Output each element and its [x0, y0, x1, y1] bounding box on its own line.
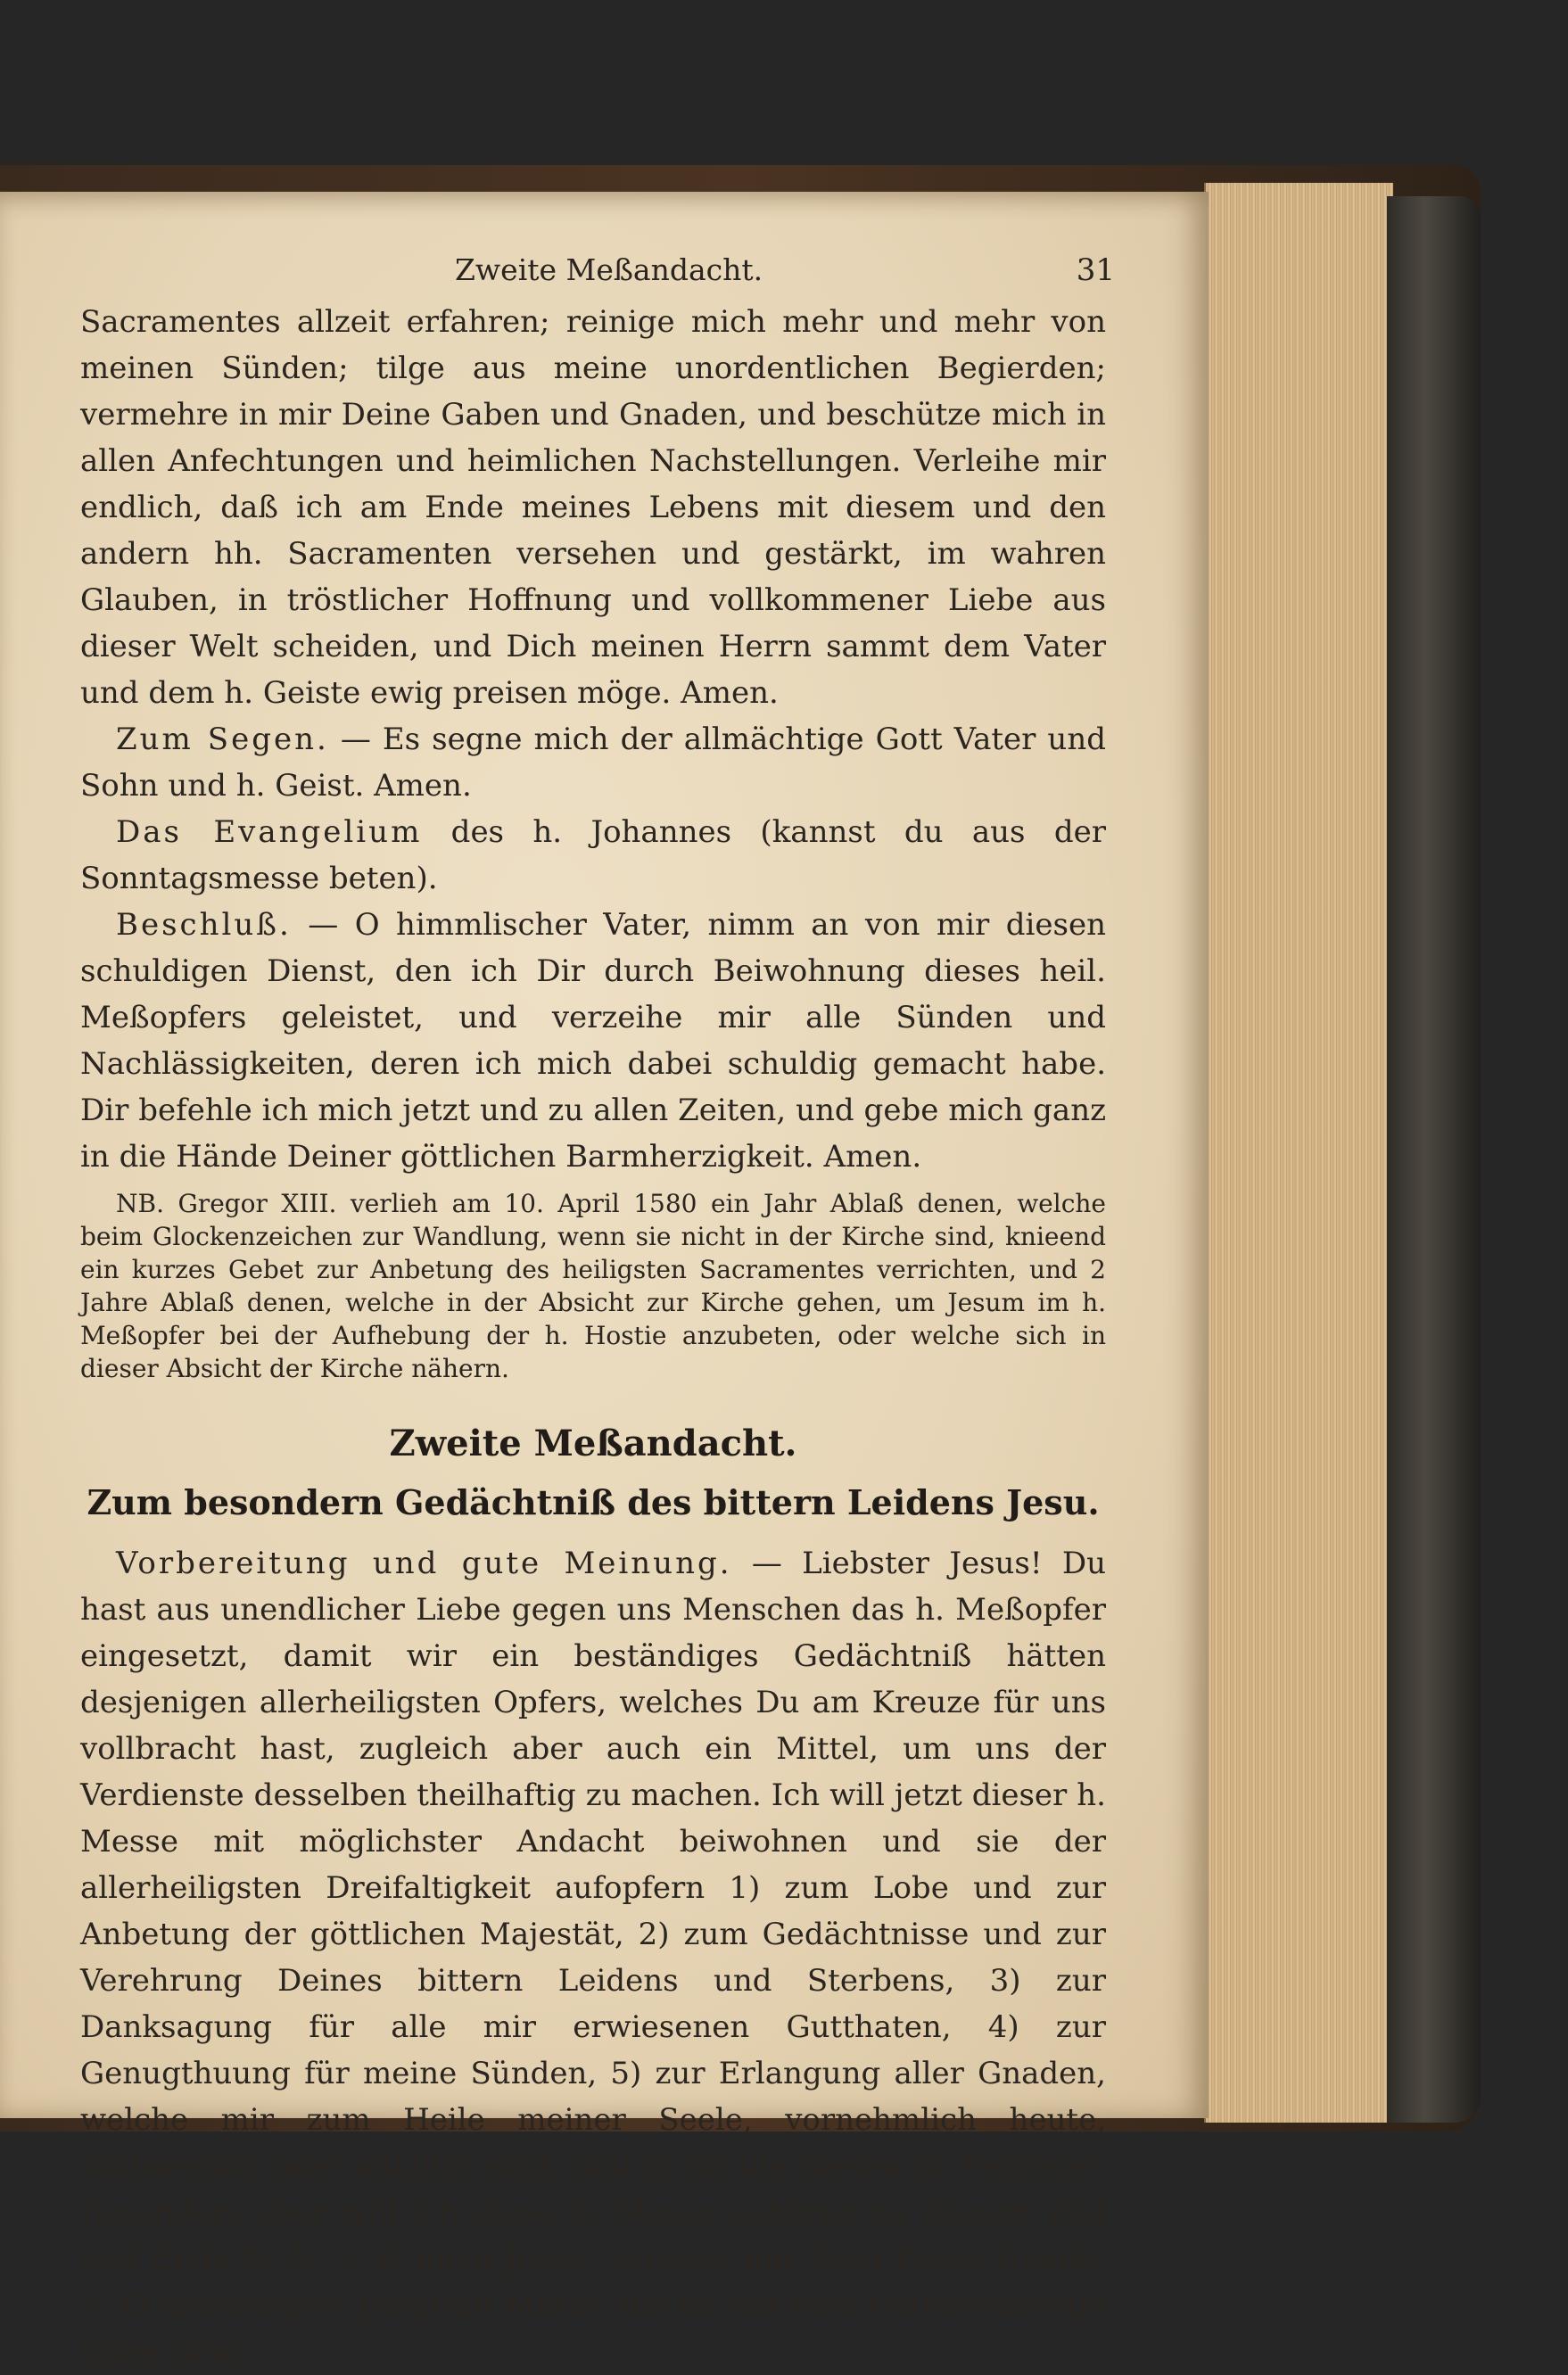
section-title: Zweite Meßandacht. — [389, 1423, 797, 1464]
footnote-nb: NB. Gregor XIII. verlieh am 10. April 1580 ein Jahr Ablaß denen, welche beim Glockenzeichen zur Wandlung, wenn sie nicht in der Kirche sind, knieend ein kurzes Gebet zur Anbetung des heiligsten Sacramentes verrichten, und 2 Jahre Ablaß denen, welche in der Absicht zur Kirche gehen, um Jesum im h. Meßopfer bei der Aufhebung der h. Hostie anzubeten, oder welche sich in dieser Absicht der Kirche nähern. — [80, 1189, 1106, 1383]
page-edges — [1204, 183, 1393, 2123]
paragraph-body: — Liebster Jesus! Du hast aus unendlicher Liebe gegen uns Menschen das h. Meßopfer eingesetzt, damit wir ein beständiges Gedächtniß hätten desjenigen allerheiligsten Opfers, welches Du am Kreuze für uns vollbracht hast, zugleich aber auch ein Mittel, um uns der Verdienste desselben theilhaftig zu machen. Ich will jetzt dieser h. Messe mit möglichster Andacht beiwohnen und sie der allerheiligsten Dreifaltigkeit aufopfern 1) zum Lobe und zur Anbetung der göttlichen Majestät, 2) zum Gedächtnisse und zur Verehrung Deines bittern Leidens und Sterbens, 3) zur Danksagung für alle mir erwiesenen Gutthaten, 4) zur Genugthuung für meine Sünden, 5) zur Erlangung aller Gnaden, welche mir zum Heile meiner Seele, vornehmlich heute, nothwendig oder nützlich sind, und 6) für die Seelen im Fegfeuer. Besonders aber will ich diese h. Messe anhören zu diesem Ziel und Ende N. N. — O mein Jesus, verleihe mir dazu Deine Gnade. — O allerseligste Jungfrau Maria! die du auf dem Calvarienberge unter dem — [80, 1546, 1107, 2370]
paragraph-heading: Beschluß. — [116, 907, 292, 943]
paragraph-heading: Das Evangelium — [116, 814, 423, 850]
paragraph-body: — O himmlischer Vater, nimm an von mir diesen schuldigen Dienst, den ich Dir durch Beiwohnung dieses heil. Meßopfers geleistet, und verzeihe mir alle Sünden und Nachlässigkeiten, deren ich mich dabei schuldig gemacht habe. Dir befehle ich mich jetzt und zu allen Zeiten, und gebe mich ganz in die Hände Deiner göttlichen Barmherzigkeit. Amen. — [80, 907, 1106, 1175]
page-content — [80, 245, 1115, 2375]
paragraph-vorbereitung — [80, 1540, 1106, 2375]
section-subtitle: Zum besondern Gedächtniß des bittern Leidens Jesu. — [87, 1482, 1100, 1522]
paragraph-heading: Vorbereitung und gute Meinung. — [116, 1546, 732, 1581]
paragraph-heading: Zum Segen. — [116, 722, 329, 757]
paragraph-body: — Es segne mich der allmächtige Gott Vater und Sohn und h. Geist. Amen. — [80, 722, 1106, 804]
running-head: Zweite Meßandacht. — [455, 252, 763, 287]
paragraph-evangelium — [80, 809, 1106, 902]
paragraph-segen — [80, 716, 1106, 809]
book-page — [0, 192, 1209, 2370]
page-header — [80, 245, 1115, 299]
book-spine-edge — [1387, 196, 1481, 2123]
paragraph-beschluss — [80, 902, 1106, 1180]
page-number: 31 — [1076, 252, 1115, 288]
paragraph-body: des h. Johannes (kannst du aus der Sonntagsmesse beten). — [80, 814, 1106, 896]
paragraph-continuation: Sacramentes allzeit erfahren; reinige mich mehr und mehr von meinen Sünden; tilge aus meine unordentlichen Begierden; vermehre in mir Deine Gaben und Gnaden, und beschütze mich in allen Anfechtungen und heimlichen Nachstellungen. Verleihe mir endlich, daß ich am Ende meines Lebens mit diesem und den andern hh. Sacramenten versehen und gestärkt, im wahren Glauben, in tröstlicher Hoffnung und vollkommener Liebe aus dieser Welt scheiden, und Dich meinen Herrn sammt dem Vater und dem h. Geiste ewig preisen möge. Amen. — [80, 304, 1106, 711]
